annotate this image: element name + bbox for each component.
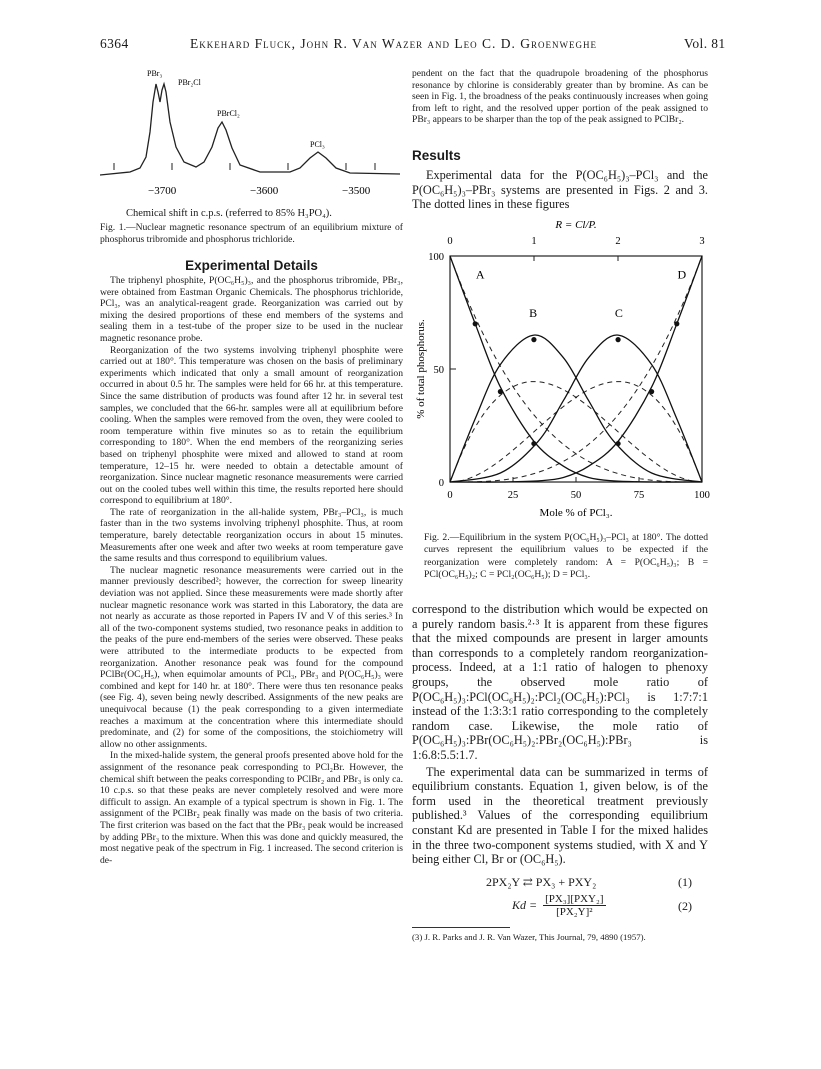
fig2-curve-label-D: D: [677, 267, 687, 282]
fig1-caption: Fig. 1.—Nuclear magnetic resonance spectrum of an equilibrium mixture of phosphorus tribromide and phosphorus trichloride.: [100, 222, 403, 246]
paragraph: correspond to the distribution which would be expected on a purely random basis.²·³ It is apparent from these figures that the mixed compounds are present in larger amounts than corresponds to a completely random reorganization-process. Indeed, at a 1:1 ratio of halogen to phenoxy groups, the observed mole ratio of P(OC₆H₅)₃:PCl(OC₆H₅)₂:PCl₂(OC₆H₅):PCl₃ is 1:7:7:1 instead of the 1:3:3:1 ratio corresponding to the completely random case. Likewise, the mole ratio of P(OC₆H₅)₃:PBr(OC₆H₅)₂:PBr₂(OC₆H₅):PBr₃ is 1:6.8:5.5:1.7.: [412, 602, 708, 762]
fig2-observed-curve-A: [450, 256, 702, 482]
fig2-x-axis-label: Mole % of PCl₃.: [539, 507, 613, 519]
equation-2: [512, 893, 606, 918]
fig2-random-curve-C: [450, 382, 702, 482]
fig2-x-tick-label: 100: [694, 490, 710, 501]
fig2-y-tick-label: 0: [438, 478, 444, 489]
fig2-curve-label-B: B: [529, 306, 538, 321]
fig2-top-tick-label: 0: [447, 236, 453, 247]
fig2-x-tick-label: 0: [447, 490, 453, 501]
fig2-caption: Fig. 2.—Equilibrium in the system P(OC₆H₅)₃–PCl₃ at 180°. The dotted curves represent the equilibrium values to be expected if the reorganization were completely random: A = P(OC₆H₅)₃; B = PCl(OC₆H₅)₂; C = PCl₂(OC₆H₅); D = PCl₃.: [424, 532, 708, 581]
fig2-x-tick-label: 75: [633, 490, 645, 501]
paragraph: Experimental data for the P(OC₆H₅)₃–PCl₃ and the P(OC₆H₅)₃–PBr₃ systems are presented in Figs. 2 and 3. The dotted lines in these figures: [412, 168, 708, 212]
fig2-curve-label-C: C: [614, 306, 623, 321]
footnote: (3) J. R. Parks and J. R. Van Wazer, This Journal, 79, 4890 (1957).: [412, 932, 646, 942]
equation-2-lhs: Kd =: [512, 898, 538, 912]
fig2-random-curve-B: [450, 382, 702, 482]
fig2-chart: [408, 216, 713, 526]
fig2-random-curve-A: [450, 256, 702, 482]
fig1-axis-caption: Chemical shift in c.p.s. (referred to 85% H₃PO₄).: [126, 208, 332, 219]
equation-2-fraction: [543, 893, 605, 918]
fig1-tick-label: −3600: [250, 185, 279, 197]
fig1-tick-label: −3700: [148, 185, 177, 197]
fig1-peak-label-pbr3: PBr₃: [147, 69, 163, 78]
fig2-data-point: [473, 321, 478, 326]
fig2-top-tick-label: 3: [699, 236, 705, 247]
running-authors: Ekkehard Fluck, John R. Van Wazer and Leo C. D. Groenweghe: [190, 36, 597, 51]
fig2-frame: [450, 256, 702, 482]
paragraph: The nuclear magnetic resonance measurements were carried out in the manner previously described²; however, the correction for sweep linearity deviation was not applied. Since these measurements were made shortly after nuclear magnetic resonance work was started in this Laboratory, the data are not nearly as accurate as those reported in Papers IV and V of this series.³ In all of the two-component systems studied, two resonance peaks in addition to the peaks of the pure end-members of the series were observed. These peaks were attributed to the intermediate products to be expected from reorganization. Another resonance peak was found for the compound PClBr(OC₆H₅), when equimolar amounts of PCl₃, PBr₃ and P(OC₆H₅)₃ were combined and kept for 140 hr. at 180°. There were thus ten resonance peaks (see Fig. 4), seven being newly described. Assignments of the new peaks are unequivocal because (1) the peak corresponding to a given intermediate reaches a maximum at the concentration where this intermediate should predominate, and (2) for some of the compositions, the stoichiometry will allow no other assignments.: [100, 564, 403, 750]
equation-1-text: 2PX₂Y ⇄ PX₃ + PXY₂: [486, 875, 597, 889]
fig2-observed-curve-D: [450, 256, 702, 482]
fig2-data-point: [531, 441, 536, 446]
volume-label: Vol. 81: [684, 36, 726, 51]
fig2-data-point: [649, 389, 654, 394]
paragraph: The rate of reorganization in the all-halide system, PBr₃–PCl₃, is much faster than in the two systems involving triphenyl phosphite. Thus, at room temperature, barely detectable reorganization occurs in about 15 minutes. Measurements after one week and after two weeks at room temperature gave the same results and thus correspond to equilibrium values.: [100, 506, 403, 565]
fig2-data-point: [674, 321, 679, 326]
section-heading-experimental: Experimental Details: [185, 258, 318, 273]
fig2-top-tick-label: 2: [615, 236, 621, 247]
paragraph: The experimental data can be summarized in terms of equilibrium constants. Equation 1, given below, is of the form used in the theoretical treatment previously published.³ Values of the corresponding equilibrium constant Kd are presented in Table I for the mixed halides in the three two-component systems studied, with X and Y being either Cl, Br or (OC₆H₅).: [412, 764, 708, 867]
right-intro: pendent on the fact that the quadrupole broadening of the phosphorus resonance by chlorine is considerably greater than by bromine. As can be seen in Fig. 1, the broadness of the peaks continuously increases when going from left to right, and the resolved upper portion of the peak assigned to PBr₃ appears to be sharper than the top of the peak assigned to PClBr₂.: [412, 68, 708, 126]
fig1-tick-label: −3500: [342, 185, 371, 197]
fig1-peak-label-pbrcl2: PBrCl₂: [217, 109, 240, 118]
fig2-y-tick-label: 50: [433, 365, 444, 376]
fig2-data-point: [498, 389, 503, 394]
paragraph: The triphenyl phosphite, P(OC₆H₅)₃, and the phosphorus tribromide, PBr₃, were obtained from Eastman Organic Chemicals. The phosphorus trichloride, PCl₃, was an analytical-reagent grade. Reorganization was carried out by mixing the desired proportions of these end members of the systems and sealing them in a test-tube of the proper size to be used in the nuclear magnetic resonance probe.: [100, 275, 403, 344]
fig2-top-axis-label: R = Cl/P.: [555, 219, 597, 231]
paragraph: Reorganization of the two systems involving triphenyl phosphite were carried out at 180°. This temperature was chosen on the basis of preliminary experiments which indicated that only a small amount of reorganization occurred in about 0.5 hr. The samples were held for 66 hr. at this temperature. Since the same distribution of products was found after 12 hr. in several test samples, we concluded that the 66-hr. samples were all at equilibrium before cooling. When the samples were removed from the oven, they were cooled to room temperature within five minutes so as to retain the equilibrium corresponding to 180°. When the end members of the reorganizing series based on triphenyl phosphite were mixed and allowed to stand at room temperature, 12–15 hr. were needed to obtain a detectable amount of reorganization. Since nuclear magnetic resonance measurements were carried out on the cooled tubes well within this time, the results reported here should correspond to equilibrium at 180°.: [100, 344, 403, 507]
left-column: [100, 258, 403, 866]
fig2-random-curve-D: [450, 256, 702, 482]
equation-1: [486, 875, 596, 890]
results-paragraph-2: [412, 602, 708, 867]
fig1-peak-label-pbr2cl: PBr₂Cl: [178, 78, 201, 87]
fig2-top-tick-label: 1: [531, 236, 537, 247]
equation-2-denominator: [PX₂Y]²: [556, 906, 593, 918]
fig1-spectrum-trace: [100, 84, 400, 175]
section-heading-results: Results: [412, 148, 461, 163]
equation-2-number: (2): [678, 899, 692, 913]
fig2-x-tick-label: 25: [507, 490, 519, 501]
equation-2-numerator: [PX₃][PXY₂]: [545, 893, 604, 905]
fig2-data-point: [615, 337, 620, 342]
fig1-peak-label-pcl3: PCl₃: [310, 140, 325, 149]
page-number: 6364: [100, 36, 129, 51]
results-paragraph-1: [412, 168, 708, 212]
fig2-data-point: [615, 441, 620, 446]
fig2-data-point: [531, 337, 536, 342]
fig2-x-tick-label: 50: [570, 490, 582, 501]
fig2-y-tick-label: 100: [428, 252, 444, 263]
fig2-y-axis-label: % of total phosphorus.: [415, 319, 427, 419]
fig1-spectrum: [100, 62, 400, 207]
fig2-curve-label-A: A: [475, 267, 485, 282]
paragraph: In the mixed-halide system, the general proofs presented above hold for the assignment of the resonance peak corresponding to PCl₂Br. However, the chemical shift between the peaks corresponding to PClBr₂ and PBr₃ is only ca. 10 c.p.s. so that these peaks are never completely resolved and were more difficult to assign. An example of a typical spectrum is shown in Fig. 1. The assignment of the PClBr₂ peak finally was made on the basis of two criteria. The first criterion was based on the fact that the PBr₃ peak would be increased by adding PBr₃ to the mixture. When this was done and quickly measured, the most negative peak of the spectrum in Fig. 1 increased. The second criterion is de-: [100, 750, 403, 866]
footnote-rule: [412, 927, 510, 928]
equation-1-number: (1): [678, 875, 692, 889]
